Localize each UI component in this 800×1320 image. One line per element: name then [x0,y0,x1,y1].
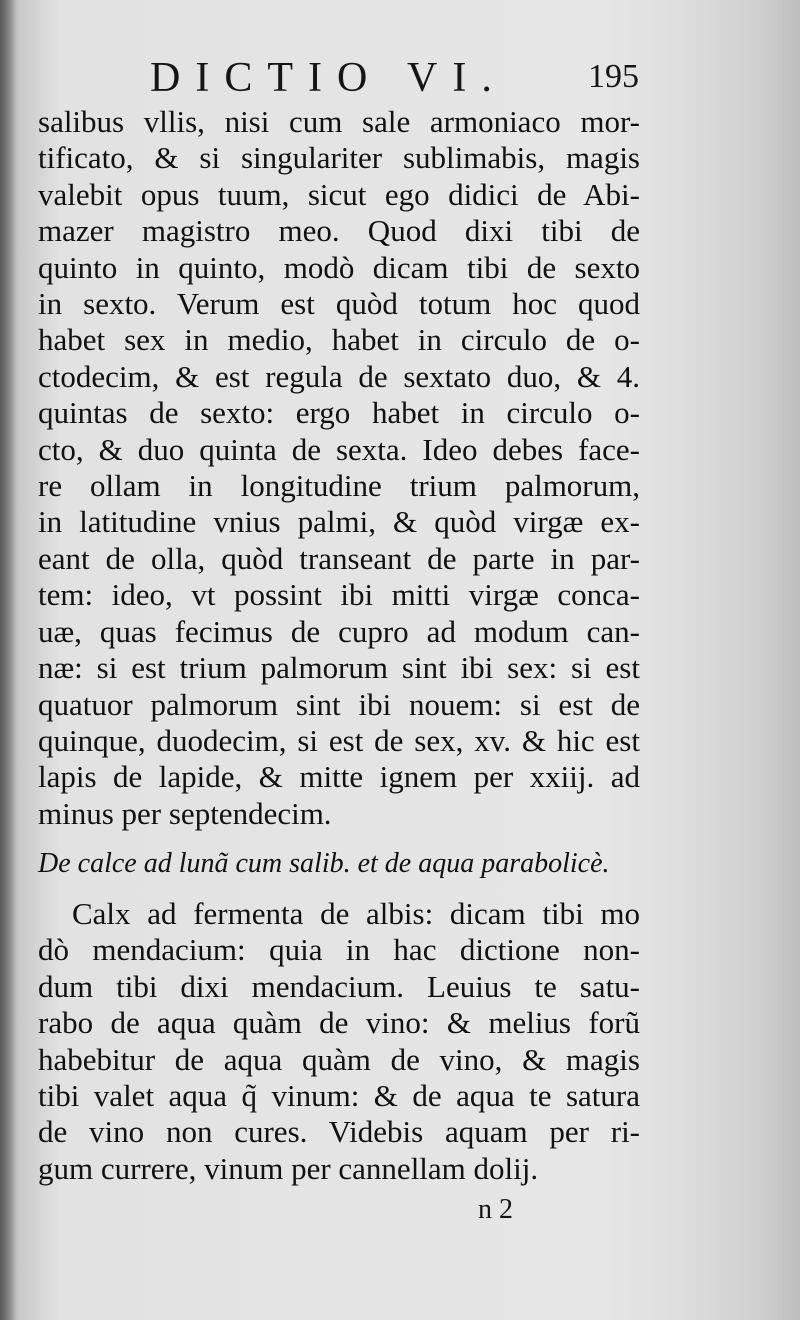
section-heading: De calce ad lunã cum salib. et de aqua parabolicè. [38,848,610,879]
text-line: in sexto. Verum est quòd totum hoc quod [38,286,640,322]
gutter-shadow [0,0,16,1320]
text-line: habebitur de aqua quàm de vino, & magis [38,1041,640,1077]
text-line: quintas de sexto: ergo habet in circulo o- [38,395,640,431]
text-line: uæ, quas fecimus de cupro ad modum can- [38,613,640,649]
text-line: salibus vllis, nisi cum sale armoniaco mor- [38,104,640,139]
text-line: valebit opus tuum, sicut ego didici de Abi- [38,176,640,212]
text-line: mazer magistro meo. Quod dixi tibi de [38,213,640,249]
text-line: minus per septendecim. [38,795,332,831]
paragraph-1 [38,104,640,832]
text-line: ctodecim, & est regula de sextato duo, & 4. [38,358,640,394]
text-line: quatuor palmorum sint ibi nouem: si est de [38,686,640,722]
page-header [0,50,800,110]
page-footer [0,1194,800,1234]
text-line: gum currere, vinum per cannellam dolij. [38,1150,539,1186]
text-line: lapis de lapide, & mitte ignem per xxiij. ad [38,759,640,795]
text-line: de vino non cures. Videbis aquam per ri- [38,1114,640,1150]
text-line: in latitudine vnius palmi, & quòd virgæ ex- [38,504,640,540]
text-line: re ollam in longitudine trium palmorum, [38,468,640,504]
signature-mark: n 2 [478,1194,513,1225]
text-line: tem: ideo, vt possint ibi mitti virgæ conca- [38,577,640,613]
text-line: cto, & duo quinta de sexta. Ideo debes face- [38,431,640,467]
text-line: tificato, & si singulariter sublimabis, magis [38,140,640,176]
text-line: dò mendacium: quia in hac dictione non- [38,932,640,968]
text-line: quinto in quinto, modò dicam tibi de sexto [38,249,640,285]
text-line: habet sex in medio, habet in circulo de o- [38,322,640,358]
page-number: 195 [588,58,639,95]
text-line: dum tibi dixi mendacium. Leuius te satu- [38,968,640,1004]
text-line: quinque, duodecim, si est de sex, xv. & hic est [38,722,640,758]
text-line: Calx ad fermenta de albis: dicam tibi mo [72,896,640,931]
paragraph-2 [38,896,640,1187]
text-line: næ: si est trium palmorum sint ibi sex: si est [38,650,640,686]
text-line: rabo de aqua quàm de vino: & melius forũ [38,1005,640,1041]
running-title: DICTIO VI. [150,55,507,101]
text-line: tibi valet aqua q̃ vinum: & de aqua te satura [38,1078,640,1114]
text-line: eant de olla, quòd transeant de parte in par- [38,540,640,576]
